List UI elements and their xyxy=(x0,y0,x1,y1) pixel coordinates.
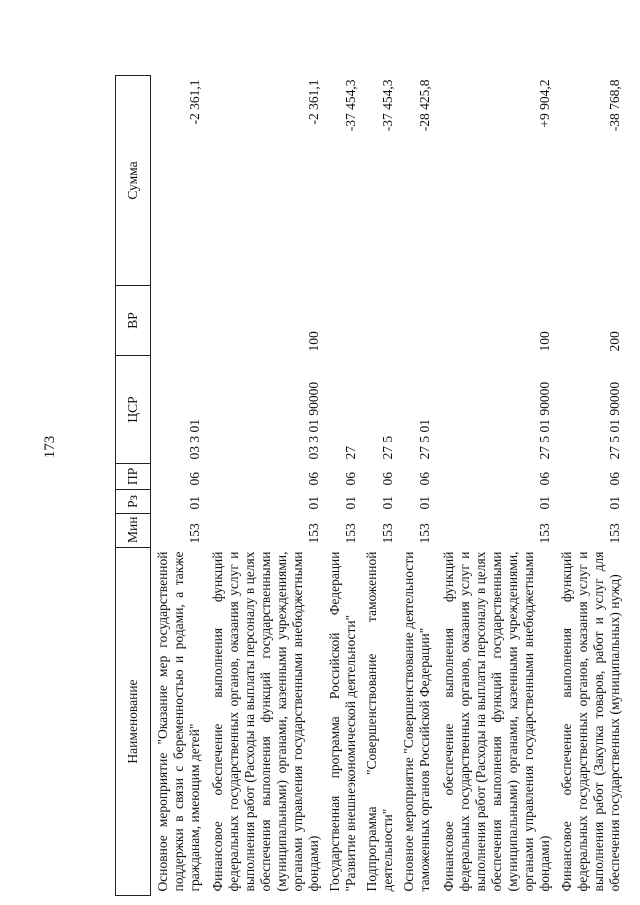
rotated-page-content xyxy=(115,76,625,896)
table-row xyxy=(205,76,325,896)
table-row xyxy=(324,76,361,896)
header-min: Мин xyxy=(116,514,151,548)
row-rz: 01 xyxy=(186,496,202,510)
header-sum: Сумма xyxy=(116,76,151,286)
row-csr: 27 5 01 90000 xyxy=(536,381,552,460)
row-name: Подпрограмма "Совершенствование таможенной деятельности" xyxy=(364,551,396,892)
table-row xyxy=(398,76,435,896)
row-sum: -38 768,8 xyxy=(607,79,622,132)
table-row xyxy=(361,76,398,896)
row-sum: -2 361,1 xyxy=(186,79,202,125)
row-csr: 03 3 01 90000 xyxy=(306,381,322,460)
row-sum: -37 454,3 xyxy=(343,79,359,132)
row-csr: 03 3 01 xyxy=(186,419,202,460)
row-csr: 27 5 01 xyxy=(417,419,433,460)
table-body xyxy=(151,76,626,896)
row-pr: 06 xyxy=(343,472,359,486)
row-min: 153 xyxy=(343,523,359,544)
row-min: 153 xyxy=(536,523,552,544)
row-rz: 01 xyxy=(417,496,433,510)
row-csr: 27 5 xyxy=(380,435,396,460)
row-csr: 27 5 01 90000 xyxy=(607,381,622,460)
row-vr: 100 xyxy=(306,331,322,352)
row-min: 153 xyxy=(607,523,622,544)
table-row xyxy=(555,76,625,896)
row-pr: 06 xyxy=(306,472,322,486)
page-number: 173 xyxy=(42,435,58,459)
row-min: 153 xyxy=(306,523,322,544)
table-row xyxy=(435,76,555,896)
row-min: 153 xyxy=(380,523,396,544)
row-rz: 01 xyxy=(343,496,359,510)
row-vr xyxy=(151,286,205,356)
row-vr: 200 xyxy=(607,331,622,352)
header-vr: ВР xyxy=(116,286,151,356)
row-rz: 01 xyxy=(306,496,322,510)
row-pr: 06 xyxy=(186,472,202,486)
row-sum: -28 425,8 xyxy=(417,79,433,132)
row-sum: -2 361,1 xyxy=(306,79,322,125)
row-name: Основное мероприятие "Оказание мер государственной поддержки в связи с беременностью и родами, а также гражданам, имеющим детей" xyxy=(154,551,202,892)
row-vr xyxy=(361,286,398,356)
row-pr: 06 xyxy=(536,472,552,486)
row-min: 153 xyxy=(417,523,433,544)
row-name: Финансовое обеспечение выполнения функций федеральных государственных органов, оказания услуг и выполнения работ (Расходы на выплаты персоналу в целях обеспечения выполнения функций государственными (муниципальными) органами, казенными учреждениями, органами управления государственными внебюджетными фондами) xyxy=(210,551,322,892)
row-pr: 06 xyxy=(380,472,396,486)
budget-table xyxy=(115,75,625,896)
row-csr: 27 xyxy=(343,446,359,460)
row-rz: 01 xyxy=(607,496,622,510)
row-sum: +9 904,2 xyxy=(536,79,552,128)
row-name: Финансовое обеспечение выполнения функций федеральных государственных органов, оказания услуг и выполнения работ (Закупка товаров, работ и услуг для обеспечения государственных (муниципальных) нужд) xyxy=(559,551,622,892)
row-sum: -37 454,3 xyxy=(380,79,396,132)
row-name: Финансовое обеспечение выполнения функций федеральных государственных органов, оказания услуг и выполнения работ (Расходы на выплаты персоналу в целях обеспечения выполнения функций государственными (муниципальными) органами, казенными учреждениями, органами управления государственными внебюджетными фондами) xyxy=(440,551,552,892)
row-name: Основное мероприятие "Совершенствование деятельности таможенных органов Российской Федерации" xyxy=(401,551,433,892)
row-rz: 01 xyxy=(536,496,552,510)
header-pr: ПР xyxy=(116,464,151,490)
row-pr: 06 xyxy=(417,472,433,486)
header-name: Наименование xyxy=(116,548,151,896)
row-rz: 01 xyxy=(380,496,396,510)
row-min: 153 xyxy=(186,523,202,544)
row-pr: 06 xyxy=(607,472,622,486)
table-row xyxy=(151,76,205,896)
header-rz: Рз xyxy=(116,490,151,514)
header-row xyxy=(116,76,151,896)
table-header xyxy=(116,76,151,896)
row-name: Государственная программа Российской Федерации "Развитие внешнеэкономической деятельности" xyxy=(327,551,359,892)
row-vr xyxy=(324,286,361,356)
header-csr: ЦСР xyxy=(116,356,151,464)
row-vr xyxy=(398,286,435,356)
row-vr: 100 xyxy=(536,331,552,352)
